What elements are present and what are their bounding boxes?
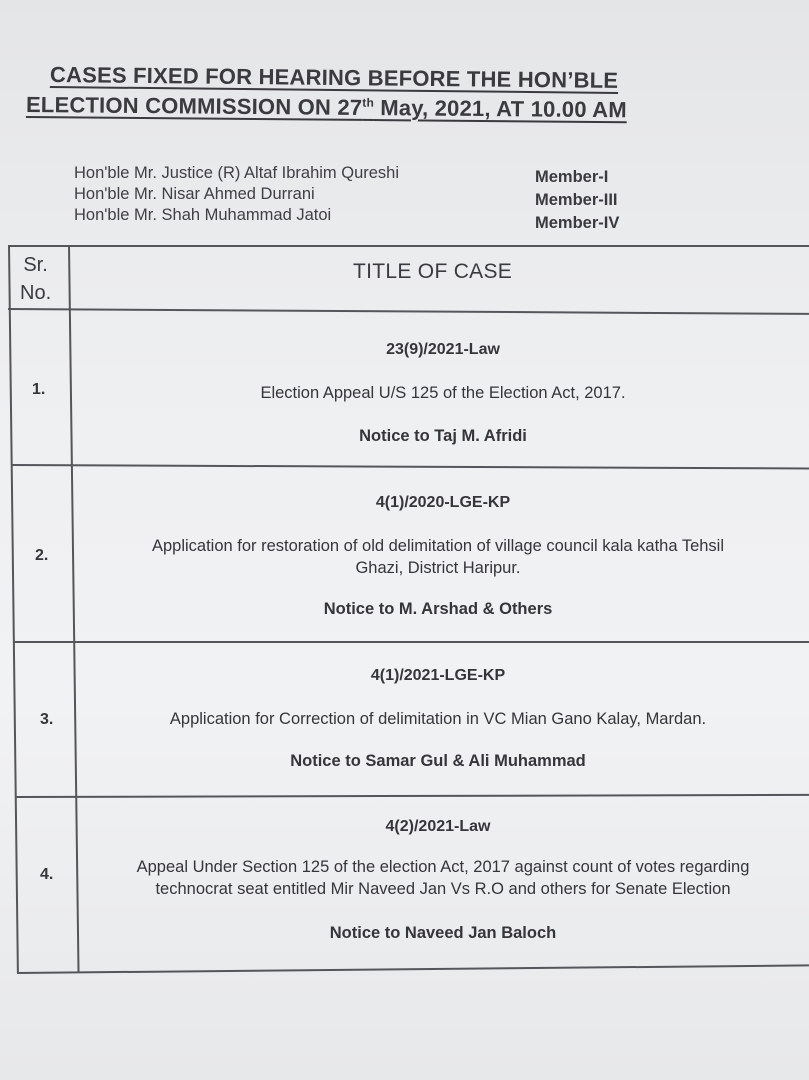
- member-row: [74, 184, 674, 209]
- row-3-sr-no: 3.: [40, 711, 54, 728]
- member-row: [74, 205, 674, 232]
- heading-line-1: CASES FIXED FOR HEARING BEFORE THE HON’BLE: [49, 62, 619, 93]
- member-name: Hon'ble Mr. Shah Muhammad Jatoi: [74, 206, 332, 224]
- table-rule-bottom: [17, 964, 809, 973]
- member-role: Member-I: [535, 168, 609, 186]
- row-4-sr-no: 4.: [40, 866, 54, 883]
- bench-members: [74, 163, 674, 232]
- row-4-case-number: 4(2)/2021-Law: [385, 818, 491, 835]
- table-rule-header: [8, 308, 809, 314]
- table-rule-top: [8, 245, 809, 247]
- row-1-sr-no: 1.: [32, 381, 46, 398]
- row-4-description-line-1: Appeal Under Section 125 of the election Act, 2017 against count of votes regarding: [136, 858, 750, 876]
- heading-line-2-suffix: May, 2021, AT 10.00 AM: [373, 95, 627, 123]
- row-2-description-line-1: Application for restoration of old delimitation of village council kala katha Tehsil: [151, 537, 724, 555]
- row-2-case-number: 4(1)/2020-LGE-KP: [375, 494, 511, 511]
- sr-header-line-1: Sr.: [23, 254, 48, 276]
- member-role: Member-IV: [535, 214, 620, 232]
- member-row: [74, 163, 674, 184]
- title-of-case-header: TITLE OF CASE: [353, 260, 513, 283]
- cases-table: [8, 245, 809, 975]
- row-3-case-number: 4(1)/2021-LGE-KP: [370, 667, 506, 684]
- member-role: Member-III: [535, 191, 618, 209]
- row-3-notice: Notice to Samar Gul & Ali Muhammad: [290, 752, 586, 770]
- heading-line-2-prefix: ELECTION COMMISSION ON 27: [25, 92, 363, 120]
- table-rule-row-2: [13, 641, 809, 643]
- row-2-description-line-2: Ghazi, District Haripur.: [355, 559, 521, 577]
- document-heading: [22, 62, 722, 123]
- heading-date-suffix: th: [362, 95, 375, 110]
- table-rule-left: [8, 245, 18, 973]
- heading-line-2: [26, 92, 722, 124]
- member-name: Hon'ble Mr. Justice (R) Altaf Ibrahim Qureshi: [74, 164, 400, 182]
- row-4-notice: Notice to Naveed Jan Baloch: [329, 924, 557, 942]
- row-1-description: Election Appeal U/S 125 of the Election Act, 2017.: [260, 384, 626, 402]
- table-rule-row-1: [11, 464, 809, 469]
- row-3-description: Application for Correction of delimitation in VC Mian Gano Kalay, Mardan.: [169, 710, 707, 728]
- row-2-sr-no: 2.: [35, 547, 49, 564]
- row-4-description-line-2: technocrat seat entitled Mir Naveed Jan Vs R.O and others for Senate Election: [155, 880, 731, 898]
- row-1-case-number: 23(9)/2021-Law: [386, 341, 500, 358]
- member-name: Hon'ble Mr. Nisar Ahmed Durrani: [74, 185, 315, 203]
- sr-header-line-2: No.: [20, 282, 52, 304]
- row-2-notice: Notice to M. Arshad & Others: [323, 600, 553, 618]
- table-rule-row-3: [15, 794, 809, 798]
- row-1-notice: Notice to Taj M. Afridi: [359, 427, 527, 445]
- sr-no-header: [20, 251, 51, 307]
